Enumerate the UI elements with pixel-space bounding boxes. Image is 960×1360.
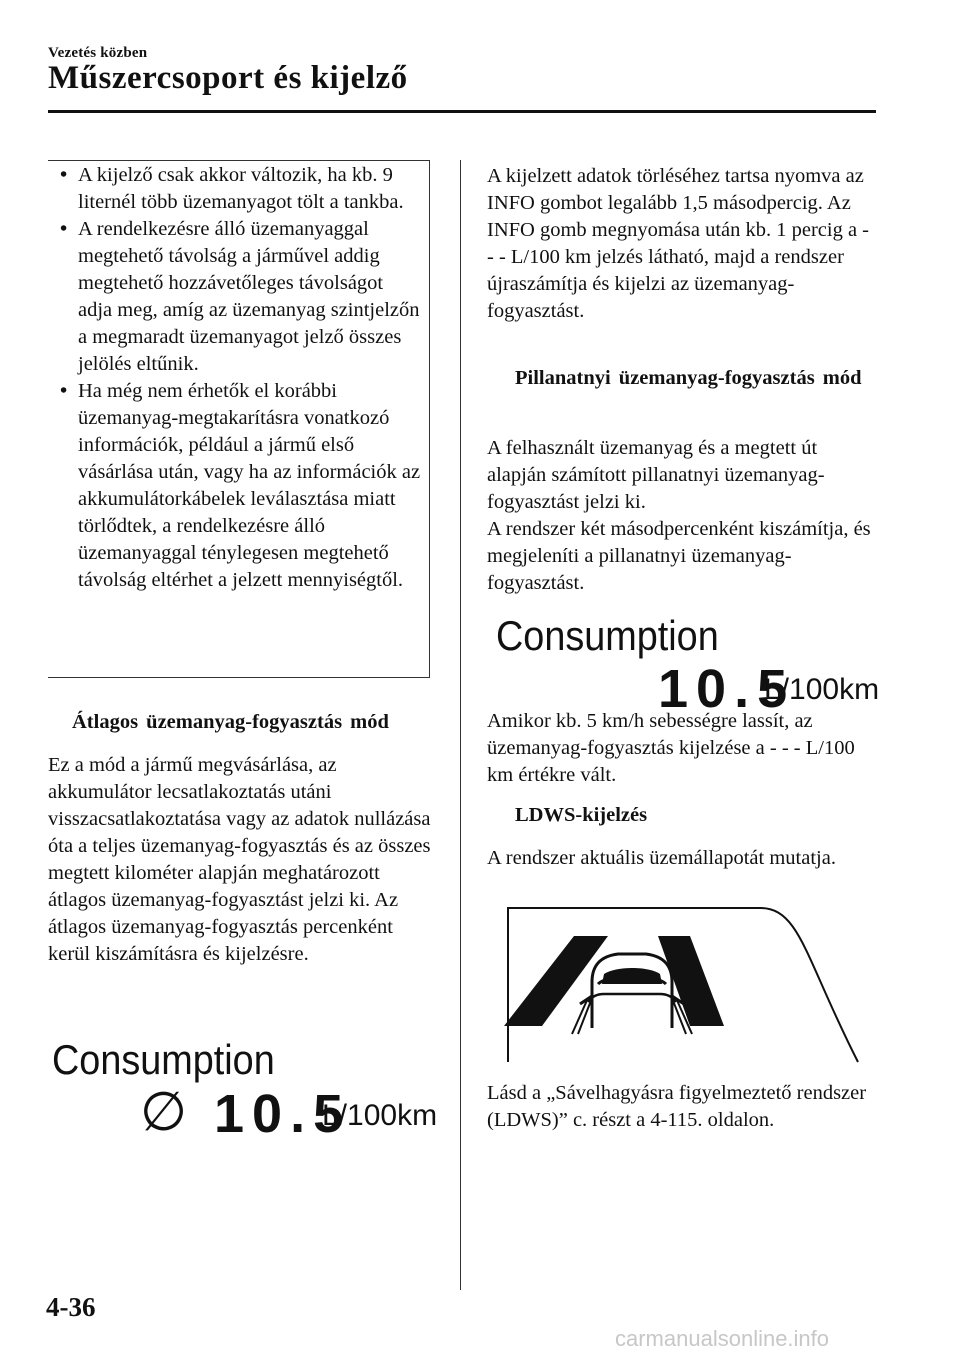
- list-item: [60, 378, 422, 594]
- display-unit: L/100km: [764, 673, 880, 706]
- ldws-reference-paragraph: Lásd a „Sávelhagyásra figyelmeztető rendszer (LDWS)” c. részt a 4-115. oldalon.: [487, 1082, 867, 1131]
- bullet-icon: •: [60, 164, 68, 186]
- column-divider: [460, 160, 461, 1290]
- list-item: [60, 162, 422, 216]
- chapter-title: Műszercsoport és kijelző: [48, 60, 408, 96]
- instant-paragraph-1: A felhasznált üzemanyag és a megtett út alapján számított pillanatnyi üzemanyag-fogyasztást jelzi ki.: [487, 437, 825, 513]
- slowdown-paragraph: Amikor kb. 5 km/h sebességre lassít, az üzemanyag-fogyasztás kijelzése a - - - L/100 km értékre vált.: [487, 710, 855, 786]
- display-value: 10.5: [658, 659, 796, 719]
- average-symbol-icon: ∅: [140, 1082, 188, 1142]
- lane-departure-car-icon: [500, 898, 870, 1068]
- list-item: [60, 216, 422, 378]
- avg-mode-heading: Átlagos üzemanyag-fogyasztás mód: [72, 711, 389, 733]
- instant-paragraph-2: A rendszer két másodpercenként kiszámítja, és megjeleníti a pillanatnyi üzemanyag-fogyasztást.: [487, 518, 871, 594]
- note-text: Ha még nem érhetők el korábbi üzemanyag-megtakarításra vonatkozó információk, például a jármű első vásárlása után, vagy ha az információk az akkumulátorkábelek leválasztása miatt törlődtek, a rendelkezésre álló üzemanyaggal ténylegesen megtehető távolság eltérhet a jelzett mennyiségtől.: [78, 380, 421, 591]
- note-text: A rendelkezésre álló üzemanyaggal megtehető távolság a járművel addig megtehető hozzávetőleges távolságot adja meg, amíg az üzemanyag szintjelzőn a megmaradt üzemanyagot jelző összes jelölés eltűnik.: [78, 218, 420, 375]
- display-title: Consumption: [52, 1036, 275, 1083]
- page-number: 4-36: [46, 1292, 96, 1322]
- note-text: A kijelző csak akkor változik, ha kb. 9 liternél több üzemanyagot tölt a tankba.: [78, 164, 404, 213]
- section-title: Vezetés közben: [48, 45, 148, 61]
- display-unit: L/100km: [322, 1099, 438, 1132]
- instant-mode-heading: Pillanatnyi üzemanyag-fogyasztás mód: [515, 367, 862, 389]
- reset-paragraph: A kijelzett adatok törléséhez tartsa nyomva az INFO gombot legalább 1,5 másodpercig. Az INFO gomb megnyomása után kb. 1 percig a - - - L/100 km jelzés látható, majd a rendszer újraszámítja és kijelzi az üzemanyag-fogyasztást.: [487, 165, 870, 322]
- note-list: [60, 162, 422, 594]
- ldws-heading: LDWS-kijelzés: [515, 804, 648, 826]
- watermark: carmanualsonline.info: [615, 1326, 830, 1351]
- header-rule: [48, 110, 876, 113]
- bullet-icon: •: [60, 380, 68, 402]
- avg-mode-paragraph: Ez a mód a jármű megvásárlása, az akkumulátor lecsatlakoztatás utáni visszacsatlakoztatása vagy az adatok nullázása óta a teljes üzemanyag-fogyasztás és az összes megtett kilométer alapján meghatározott átlagos üzemanyag-fogyasztást jelzi ki. Az átlagos üzemanyag-fogyasztás percenként kerül kiszámításra és kijelzésre.: [48, 754, 431, 965]
- bullet-icon: •: [60, 218, 68, 240]
- display-value: 10.5: [214, 1084, 352, 1144]
- ldws-paragraph: A rendszer aktuális üzemállapotát mutatja.: [487, 847, 836, 869]
- display-title: Consumption: [496, 612, 719, 659]
